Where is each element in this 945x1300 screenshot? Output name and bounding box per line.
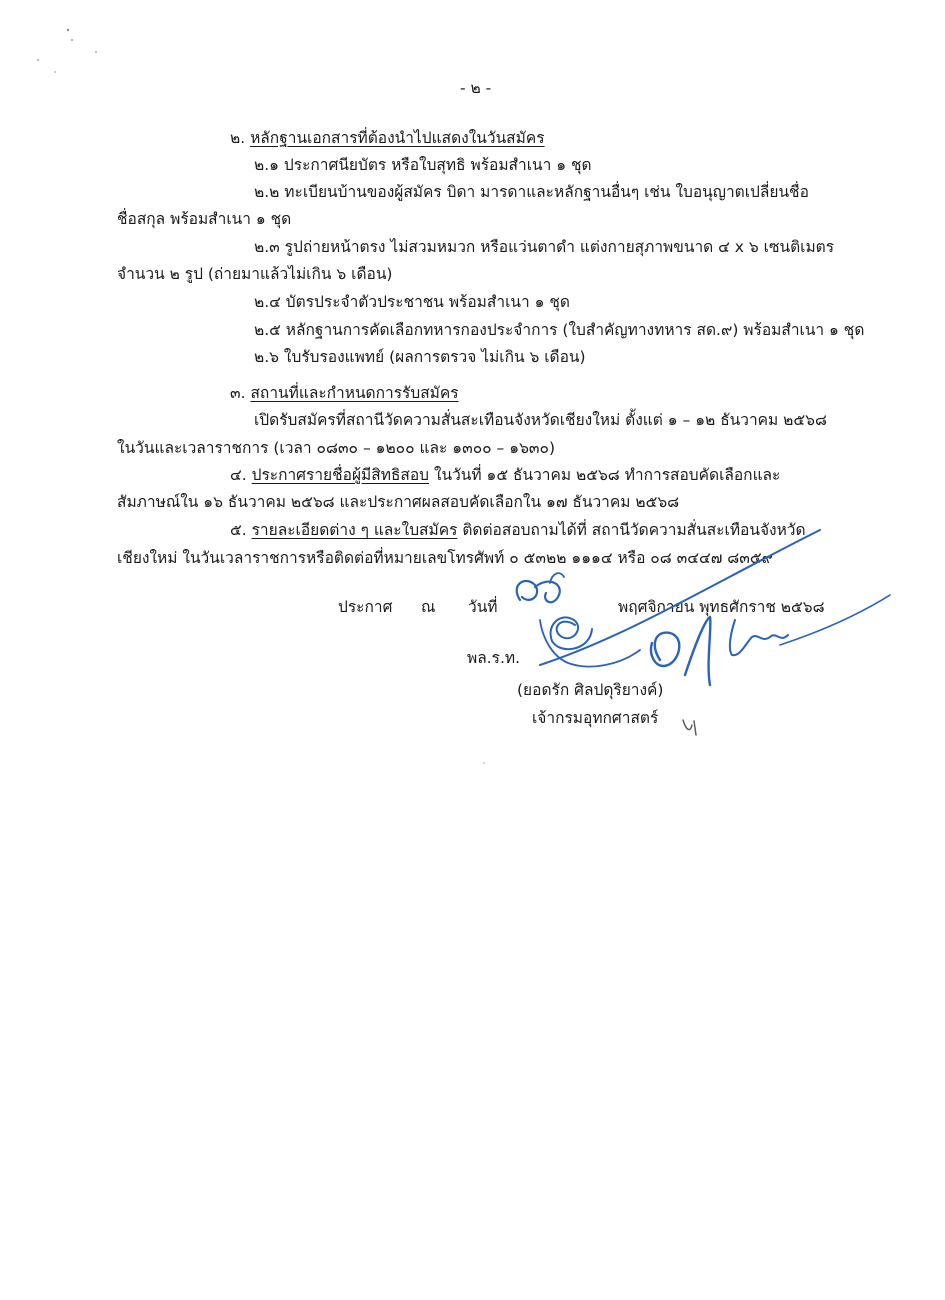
item-2-6: ๒.๖ ใบรับรองแพทย์ (ผลการตรวจ ไม่เกิน ๖ เดือน) [254, 348, 586, 366]
section3-title: สถานที่และกำหนดการรับสมัคร [250, 384, 459, 402]
section4-line1 [230, 465, 780, 485]
section4-number: ๔. [230, 466, 247, 484]
section5-line1-rest: ติดต่อสอบถามได้ที่ สถานีวัดความสั่นสะเทือนจังหวัด [457, 521, 806, 539]
item-2-2-line2: ชื่อสกุล พร้อมสำเนา ๑ ชุด [117, 210, 292, 228]
signatory-name: (ยอดรัก ศิลปดุริยางค์) [517, 681, 664, 699]
item-2-5: ๒.๕ หลักฐานการคัดเลือกทหารกองประจำการ (ใบสำคัญทางทหาร สด.๙) พร้อมสำเนา ๑ ชุด [254, 321, 865, 339]
section4-title: ประกาศรายชื่อผู้มีสิทธิสอบ [251, 466, 430, 484]
section5-number: ๕. [230, 521, 247, 539]
handwritten-signature [480, 525, 900, 755]
item-2-4: ๒.๔ บัตรประจำตัวประชาชน พร้อมสำเนา ๑ ชุด [254, 293, 570, 311]
section5-title: รายละเอียดต่าง ๆ และใบสมัคร [251, 521, 458, 539]
item-2-3-line2: จำนวน ๒ รูป (ถ่ายมาแล้วไม่เกิน ๖ เดือน) [117, 265, 393, 283]
signatory-position: เจ้ากรมอุทกศาสตร์ [532, 709, 659, 727]
section5-line2: เชียงใหม่ ในวันเวลาราชการหรือติดต่อที่หมายเลขโทรศัพท์ ๐ ๕๓๒๒ ๑๑๑๔ หรือ ๐๘ ๓๔๔๗ ๘๓๕๙ [117, 549, 773, 567]
section2-title: หลักฐานเอกสารที่ต้องนำไปแสดงในวันสมัคร [250, 129, 545, 147]
section2-number: ๒. [230, 129, 246, 147]
announce-month-year: พฤศจิกายน พุทธศักราช ๒๕๖๘ [618, 598, 825, 616]
announce-na: ณ [421, 598, 436, 616]
section3-number: ๓. [230, 384, 246, 402]
announce-wanthi: วันที่ [468, 598, 498, 616]
section2-heading [230, 128, 545, 148]
section3-line1: เปิดรับสมัครที่สถานีวัดความสั่นสะเทือนจังหวัดเชียงใหม่ ตั้งแต่ ๑ – ๑๒ ธันวาคม ๒๕๖๘ [254, 411, 827, 429]
signatory-rank: พล.ร.ท. [467, 649, 521, 667]
item-2-3-line1: ๒.๓ รูปถ่ายหน้าตรง ไม่สวมหมวก หรือแว่นตาดำ แต่งกายสุภาพขนาด ๔ x ๖ เซนติเมตร [254, 238, 835, 256]
item-2-1: ๒.๑ ประกาศนียบัตร หรือใบสุทธิ พร้อมสำเนา ๑ ชุด [254, 156, 592, 174]
section4-line2: สัมภาษณ์ใน ๑๖ ธันวาคม ๒๕๖๘ และประกาศผลสอบคัดเลือกใน ๑๗ ธันวาคม ๒๕๖๘ [117, 493, 680, 511]
section3-heading [230, 383, 459, 403]
section3-line2: ในวันและเวลาราชการ (เวลา ๐๘๓๐ – ๑๒๐๐ และ ๑๓๐๐ – ๑๖๓๐) [117, 439, 556, 457]
page-number: - ๒ - [460, 79, 492, 97]
announce-prakat: ประกาศ [338, 598, 393, 616]
item-2-2-line1: ๒.๒ ทะเบียนบ้านของผู้สมัคร บิดา มารดาและหลักฐานอื่นๆ เช่น ใบอนุญาตเปลี่ยนชื่อ [254, 183, 809, 201]
section4-line1-rest: ในวันที่ ๑๕ ธันวาคม ๒๕๖๘ ทำการสอบคัดเลือกและ [429, 466, 781, 484]
